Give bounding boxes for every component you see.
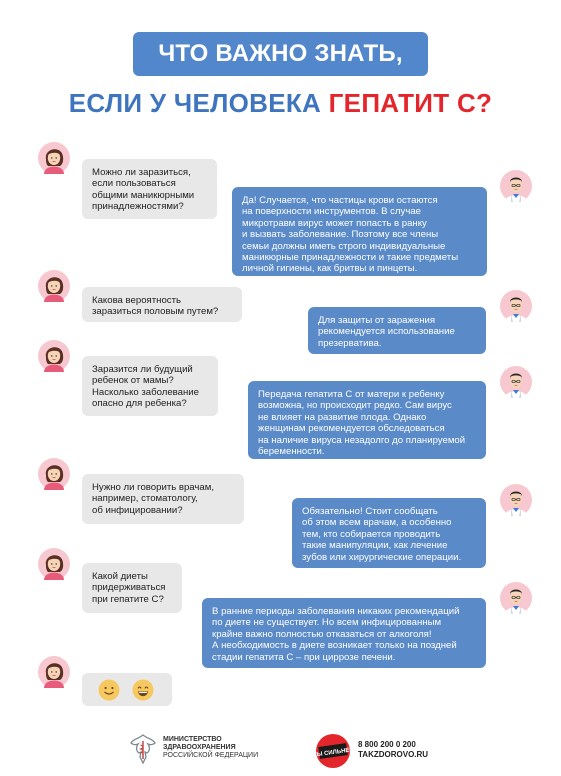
- woman-avatar-icon: [38, 142, 70, 174]
- question-bubble: Можно ли заразиться, если пользоваться общими маникюрными принадлежностями?: [82, 159, 217, 219]
- ministry-line-1: МИНИСТЕРСТВО: [163, 736, 222, 743]
- hotline-phone[interactable]: 8 800 200 0 200: [358, 740, 416, 749]
- answer-bubble: Передача гепатита С от матери к ребенку возможна, но происходит редко. Сам вирус не влияет на развитие плода. Однако женщинам рекомендуется обследоваться на наличие вируса незадолго до планируемой беременности.: [248, 381, 486, 459]
- page-subtitle: [0, 88, 561, 119]
- doctor-avatar-icon: [500, 366, 532, 398]
- answer-bubble: Обязательно! Стоит сообщать об этом всем врачам, а особенно тем, кто собирается проводить такие манипуляции, как лечение зубов или хирургические операции.: [292, 498, 486, 568]
- smile-emoji-icon: [98, 679, 120, 701]
- ministry-name: [163, 736, 258, 761]
- woman-avatar-icon: [38, 656, 70, 688]
- woman-avatar-icon: [38, 340, 70, 372]
- answer-bubble: Для защиты от заражения рекомендуется использование презерватива.: [308, 307, 486, 354]
- grin-emoji-icon: [132, 679, 154, 701]
- doctor-avatar-icon: [500, 484, 532, 516]
- ministry-line-3: РОССИЙСКОЙ ФЕДЕРАЦИИ: [163, 752, 259, 760]
- woman-avatar-icon: [38, 270, 70, 302]
- doctor-avatar-icon: [500, 290, 532, 322]
- woman-avatar-icon: [38, 548, 70, 580]
- woman-avatar-icon: [38, 458, 70, 490]
- doctor-avatar-icon: [500, 582, 532, 614]
- subtitle-accent: ГЕПАТИТ С?: [328, 88, 493, 118]
- website-link[interactable]: TAKZDOROVO.RU: [358, 750, 429, 759]
- ministry-emblem-icon: [128, 733, 158, 765]
- hotline-block: [358, 740, 428, 760]
- question-bubble: Нужно ли говорить врачам, например, стоматологу, об инфицировании?: [82, 474, 244, 524]
- page-title: ЧТО ВАЖНО ЗНАТЬ,: [133, 32, 428, 76]
- ministry-line-2: ЗДРАВООХРАНЕНИЯ: [163, 744, 236, 752]
- brand-logo: [312, 733, 354, 769]
- answer-bubble: В ранние периоды заболевания никаких рекомендаций по диете не существует. Но всем инфицированным крайне важно полностью отказаться от алкоголя! А необходимость в диете возникает только на поздней стадии гепатита С – при циррозе печени.: [202, 598, 486, 668]
- answer-bubble: Да! Случается, что частицы крови остаются на поверхности инструментов. В случае микротравм вирус может попасть в ранку и вызвать заболевание. Поэтому все члены семьи должны иметь строго индивидуальные маникюрные принадлежности и такие предметы личной гигиены, как бритвы и пинцеты.: [232, 187, 487, 276]
- subtitle-start: ЕСЛИ У ЧЕЛОВЕКА: [68, 88, 329, 118]
- question-bubble: Какой диеты придерживаться при гепатите С?: [82, 563, 182, 613]
- brand-text: ТЫ СИЛЬНЕЕ: [312, 747, 354, 759]
- question-bubble: Какова вероятность заразиться половым путем?: [82, 287, 242, 322]
- question-bubble: Заразится ли будущий ребенок от мамы? Насколько заболевание опасно для ребенка?: [82, 356, 218, 416]
- doctor-avatar-icon: [500, 170, 532, 202]
- reaction-bubble: [82, 673, 172, 706]
